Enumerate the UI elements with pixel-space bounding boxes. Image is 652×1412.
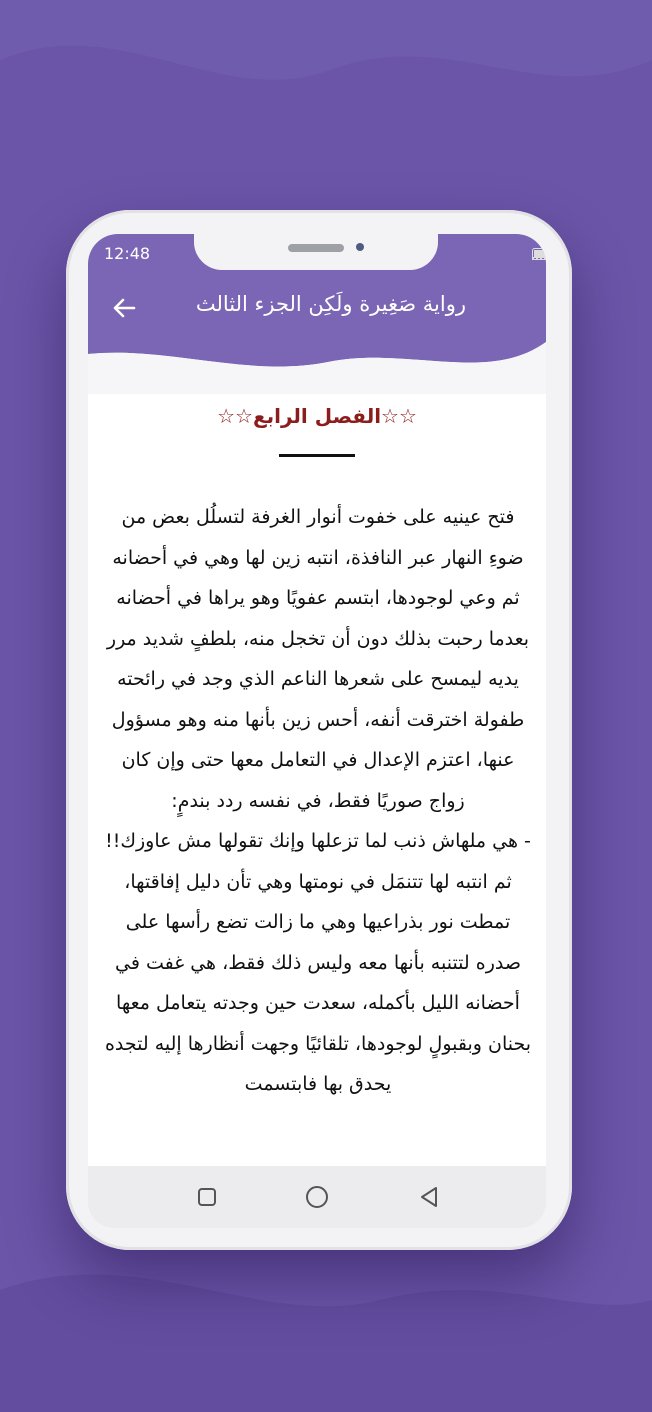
chapter-body (88, 497, 546, 1105)
nav-back-button[interactable] (416, 1184, 442, 1210)
page-title: رواية صَغِيرة ولَكِن الجزء الثالث (195, 292, 466, 316)
title-divider (279, 454, 355, 457)
camera-notch (194, 234, 438, 270)
app-screen (88, 234, 546, 1166)
chapter-title: ☆☆الفصل الرابع☆☆ (217, 404, 417, 428)
paragraph: ثم انتبه لها تتنمَل في نومتها وهي تأن دليل إفاقتها، تمطت نور بذراعيها وهي ما زالت تضع رأسها على صدره لتتنبه بأنها معه وليس ذلك فقط، هي غفت في أحضانه الليل بأكمله، سعدت حين وجدته يتعامل معها بحنان وبقبولٍ لوجودها، تلقائيًا وجهت أنظارها إليه لتجده يحدق بها فابتسمت (104, 870, 532, 1095)
app-bar (88, 234, 546, 394)
home-icon (304, 1184, 330, 1210)
back-button[interactable] (110, 294, 138, 322)
arrow-left-icon (110, 294, 138, 322)
recent-apps-button[interactable] (194, 1184, 220, 1210)
speaker-grille (288, 244, 344, 252)
system-nav-bar (88, 1166, 546, 1228)
status-time: 12:48 (104, 244, 151, 263)
paragraph: - هي ملهاش ذنب لما تزعلها وإنك تقولها مش عاوزك!! (105, 830, 531, 852)
home-button[interactable] (304, 1184, 330, 1210)
front-camera (356, 243, 364, 251)
paragraph: فتح عينيه على خفوت أنوار الغرفة لتسلُل بعض من ضوءِ النهار عبر النافذة، انتبه زين لها وهي في أحضانه ثم وعي لوجودها، ابتسم عفويًا وهو يراها في أحضانه بعدما رحبت بذلك دون أن تخجل منه، بلطفٍ شديد مرر يديه ليمسح على شعرها الناعم الذي وجد في رائحته طفولة اخترقت أنفه، أحس زين بأنها منه وهو مسؤول عنها، اعتزم الإعدال في التعامل معها حتى وإن كان زواج صوريًا فقط، في نفسه ردد بندمٍ: (106, 506, 530, 812)
chapter-content[interactable] (88, 394, 546, 1166)
back-triangle-icon (416, 1184, 442, 1210)
battery-icon (532, 248, 546, 260)
recent-apps-icon (194, 1184, 220, 1210)
